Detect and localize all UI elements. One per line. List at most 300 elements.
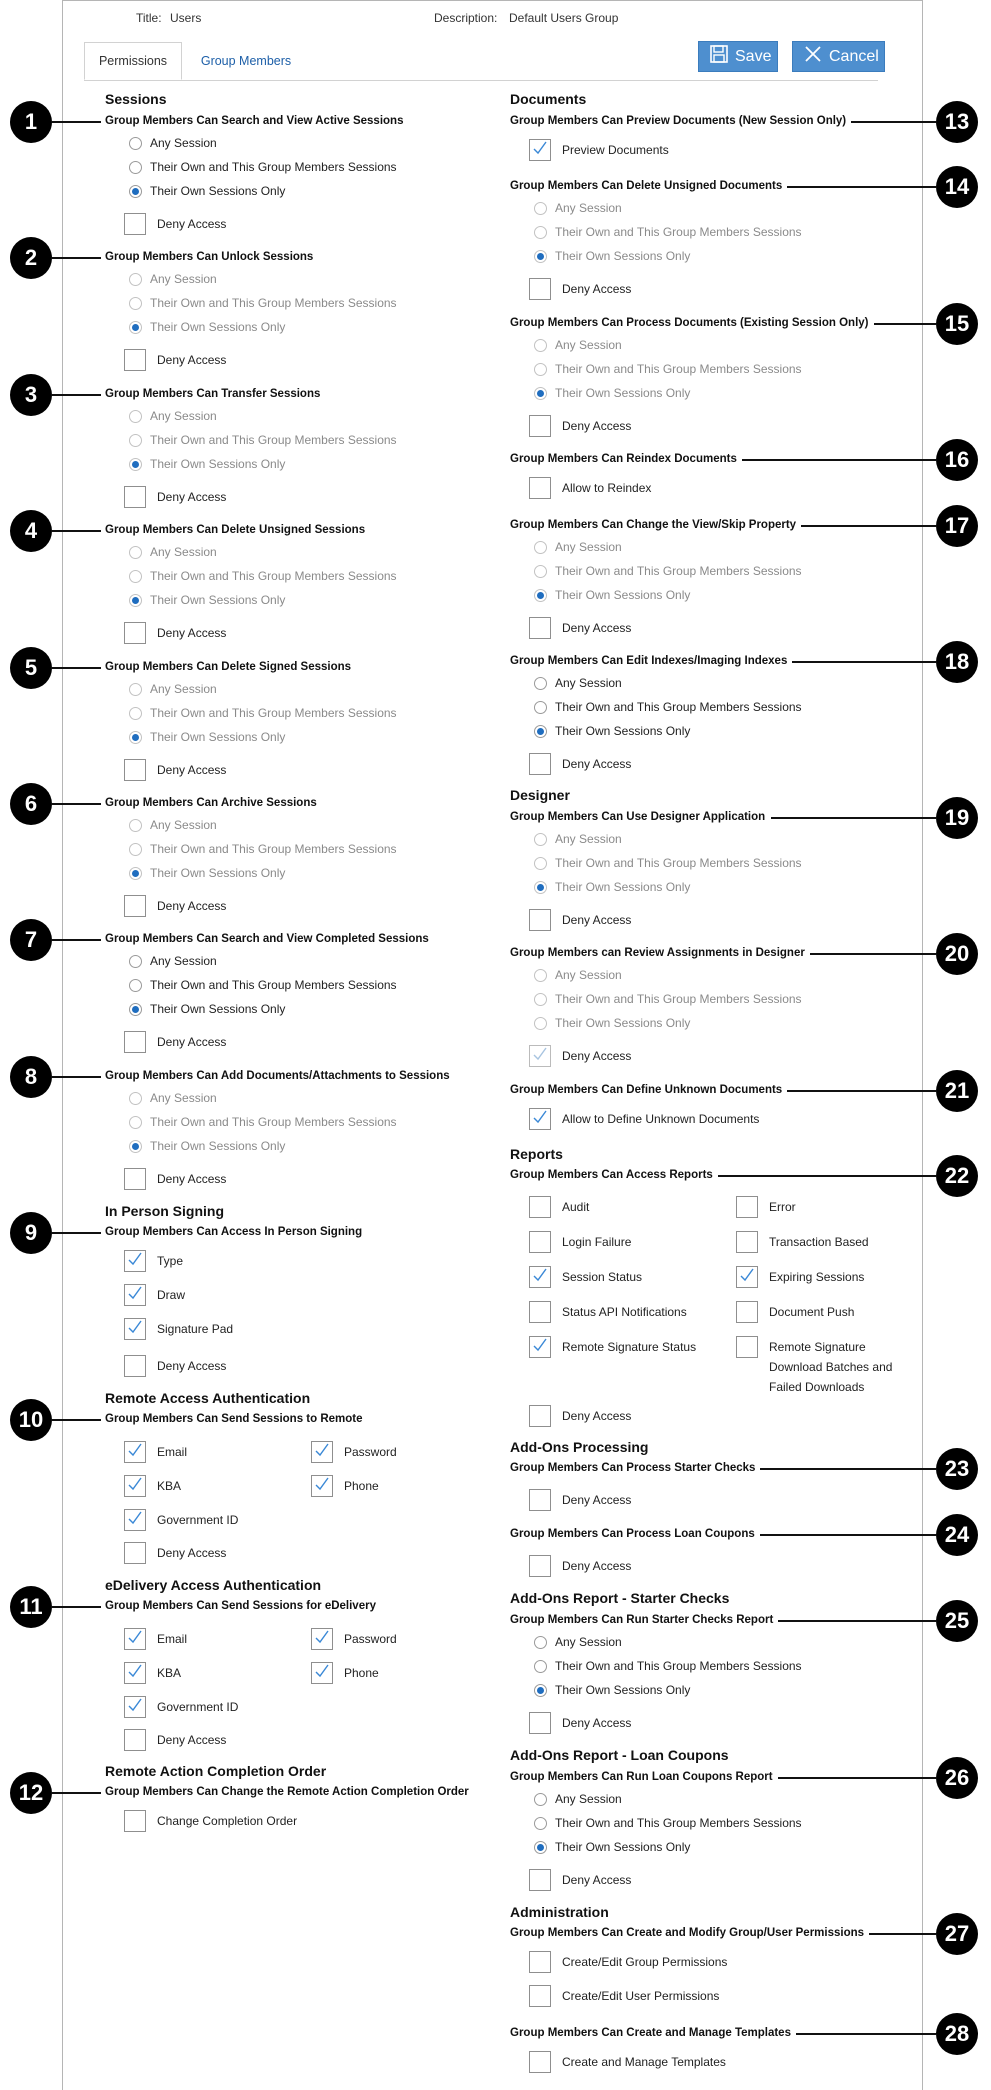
- permission-question: Group Members Can Delete Unsigned Sessions: [105, 524, 366, 536]
- permission-question: Group Members Can Create and Modify Group/User Permissions: [510, 1927, 865, 1939]
- callout-number-badge: 11: [10, 1586, 52, 1628]
- radio-option-label: Their Own Sessions Only: [555, 1840, 691, 1854]
- radio-option-label: Any Session: [150, 682, 217, 696]
- radio-button: [129, 434, 142, 447]
- checkmark-icon: [127, 1251, 143, 1272]
- callout-leader-line: [874, 323, 936, 325]
- callout-number-badge: 2: [10, 237, 52, 279]
- deny-access-checkbox[interactable]: [124, 1031, 146, 1053]
- deny-access-checkbox[interactable]: [529, 1405, 551, 1427]
- radio-option-own[interactable]: [534, 1839, 690, 1855]
- radio-button: [534, 969, 547, 982]
- radio-option-group[interactable]: [534, 1815, 802, 1831]
- deny-access-checkbox-label: Deny Access: [562, 913, 632, 927]
- radio-button: [534, 202, 547, 215]
- callout-leader-line: [742, 459, 936, 461]
- report-checkbox[interactable]: [529, 1266, 551, 1288]
- radio-option-group: [534, 563, 802, 579]
- radio-option-any: [129, 681, 217, 697]
- callout-number-badge: 16: [936, 439, 978, 481]
- permission-question: Group Members Can Delete Signed Sessions: [105, 661, 352, 673]
- section-heading: Documents: [510, 91, 587, 107]
- auth-method-checkbox[interactable]: [311, 1662, 333, 1684]
- option-checkbox[interactable]: [529, 1108, 551, 1130]
- deny-access-checkbox-label: Deny Access: [562, 1049, 632, 1063]
- radio-option-own: [129, 729, 285, 745]
- radio-button[interactable]: [129, 979, 142, 992]
- callout-leader-line: [52, 121, 101, 123]
- permission-question: Group Members Can Change the Remote Action Completion Order: [105, 1786, 469, 1798]
- report-checkbox-label: Status API Notifications: [562, 1305, 687, 1319]
- callout-number-badge: 14: [936, 166, 978, 208]
- checkmark-icon: [739, 1267, 755, 1288]
- checkmark-icon: [127, 1697, 143, 1718]
- radio-button[interactable]: [534, 1793, 547, 1806]
- section-heading: In Person Signing: [105, 1203, 225, 1219]
- deny-access-checkbox-label: Deny Access: [157, 899, 227, 913]
- checkmark-icon: [127, 1442, 143, 1463]
- radio-button[interactable]: [534, 677, 547, 690]
- radio-option-label: Their Own Sessions Only: [555, 588, 691, 602]
- report-checkbox[interactable]: [736, 1196, 758, 1218]
- radio-option-any: [534, 967, 622, 983]
- radio-option-group: [129, 295, 397, 311]
- callout-leader-line: [869, 1933, 936, 1935]
- callout-number-badge: 1: [10, 101, 52, 143]
- callout-leader-line: [787, 186, 936, 188]
- radio-option-label: Any Session: [150, 954, 217, 968]
- deny-access-checkbox[interactable]: [124, 895, 146, 917]
- auth-method-checkbox-label: Password: [344, 1632, 397, 1646]
- auth-method-checkbox[interactable]: [311, 1441, 333, 1463]
- radio-button: [534, 387, 547, 400]
- radio-option-own: [129, 592, 285, 608]
- radio-button[interactable]: [534, 701, 547, 714]
- radio-option-label: Any Session: [150, 1091, 217, 1105]
- deny-access-checkbox[interactable]: [124, 349, 146, 371]
- permission-question: Group Members Can Delete Unsigned Documents: [510, 180, 783, 192]
- radio-button[interactable]: [534, 1660, 547, 1673]
- permission-question: Group Members Can Edit Indexes/Imaging Indexes: [510, 655, 788, 667]
- radio-option-label: Their Own and This Group Members Sessions: [150, 433, 397, 447]
- radio-button: [534, 565, 547, 578]
- callout-leader-line: [760, 1534, 936, 1536]
- radio-option-label: Any Session: [150, 136, 217, 150]
- report-checkbox[interactable]: [736, 1336, 758, 1358]
- report-checkbox-label: Audit: [562, 1200, 590, 1214]
- checkmark-icon: [532, 1109, 548, 1130]
- callout-number-badge: 8: [10, 1056, 52, 1098]
- report-checkbox-label: Transaction Based: [769, 1235, 869, 1249]
- deny-access-checkbox[interactable]: [124, 1542, 146, 1564]
- callout-number-badge: 27: [936, 1913, 978, 1955]
- radio-button: [129, 570, 142, 583]
- deny-access-checkbox[interactable]: [529, 909, 551, 931]
- radio-button: [534, 857, 547, 870]
- permission-question: Group Members can Review Assignments in Designer: [510, 947, 805, 959]
- option-checkbox[interactable]: [124, 1250, 146, 1272]
- radio-option-label: Their Own Sessions Only: [150, 320, 286, 334]
- auth-method-checkbox-label: Password: [344, 1445, 397, 1459]
- radio-option-label: Their Own Sessions Only: [150, 1002, 286, 1016]
- radio-option-label: Any Session: [555, 832, 622, 846]
- radio-button: [534, 363, 547, 376]
- option-checkbox-label: Preview Documents: [562, 143, 669, 157]
- report-checkbox[interactable]: [529, 1336, 551, 1358]
- auth-method-checkbox[interactable]: [124, 1475, 146, 1497]
- option-checkbox-label: Draw: [157, 1288, 186, 1302]
- radio-option-group: [534, 361, 802, 377]
- radio-button: [129, 321, 142, 334]
- radio-option-label: Any Session: [150, 272, 217, 286]
- report-checkbox-label: Remote Signature Download Batches and Failed Downloads: [769, 1340, 893, 1394]
- cancel-button-label: Cancel: [829, 47, 879, 65]
- radio-option-own: [129, 456, 285, 472]
- radio-button: [129, 546, 142, 559]
- radio-option-label: Any Session: [555, 968, 622, 982]
- checkmark-icon: [314, 1442, 330, 1463]
- permission-question: Group Members Can Use Designer Application: [510, 811, 766, 823]
- radio-option-label: Their Own and This Group Members Sessions: [150, 842, 397, 856]
- radio-option-own[interactable]: [534, 723, 690, 739]
- callout-number-badge: 26: [936, 1757, 978, 1799]
- radio-option-label: Their Own Sessions Only: [555, 724, 691, 738]
- title-label: Title:: [136, 11, 162, 25]
- permission-question: Group Members Can Process Loan Coupons: [510, 1528, 755, 1540]
- close-icon: [803, 44, 829, 69]
- radio-option-any: [129, 1090, 217, 1106]
- radio-option-any[interactable]: [534, 1634, 622, 1650]
- permission-question: Group Members Can Define Unknown Documents: [510, 1084, 783, 1096]
- radio-option-label: Any Session: [555, 1792, 622, 1806]
- radio-button: [534, 1017, 547, 1030]
- callout-number-badge: 28: [936, 2013, 978, 2055]
- deny-access-checkbox[interactable]: [124, 486, 146, 508]
- radio-option-group[interactable]: [129, 159, 397, 175]
- radio-option-label: Any Session: [555, 1635, 622, 1649]
- report-checkbox-label: Session Status: [562, 1270, 643, 1284]
- deny-access-checkbox-label: Deny Access: [562, 1409, 632, 1423]
- callout-number-badge: 17: [936, 505, 978, 547]
- auth-method-checkbox-label: Government ID: [157, 1513, 239, 1527]
- radio-option-any: [534, 539, 622, 555]
- deny-access-checkbox[interactable]: [124, 759, 146, 781]
- radio-button: [534, 993, 547, 1006]
- report-checkbox[interactable]: [736, 1231, 758, 1253]
- radio-button: [129, 594, 142, 607]
- radio-button: [534, 589, 547, 602]
- report-checkbox[interactable]: [529, 1301, 551, 1323]
- option-checkbox-label: Allow to Define Unknown Documents: [562, 1112, 760, 1126]
- permission-question: Group Members Can Reindex Documents: [510, 453, 737, 465]
- radio-option-label: Any Session: [555, 676, 622, 690]
- radio-button[interactable]: [129, 161, 142, 174]
- deny-access-checkbox[interactable]: [529, 278, 551, 300]
- radio-button: [129, 819, 142, 832]
- callout-leader-line: [851, 121, 936, 123]
- deny-access-checkbox[interactable]: [529, 1489, 551, 1511]
- callout-leader-line: [778, 1620, 936, 1622]
- deny-access-checkbox-label: Deny Access: [157, 353, 227, 367]
- radio-button[interactable]: [129, 185, 142, 198]
- callout-leader-line: [792, 661, 936, 663]
- callout-leader-line: [52, 530, 101, 532]
- radio-button: [534, 541, 547, 554]
- radio-button[interactable]: [534, 725, 547, 738]
- radio-option-label: Any Session: [150, 409, 217, 423]
- option-checkbox[interactable]: [529, 2051, 551, 2073]
- deny-access-checkbox-label: Deny Access: [562, 1873, 632, 1887]
- auth-method-checkbox[interactable]: [124, 1441, 146, 1463]
- callout-leader-line: [52, 1606, 101, 1608]
- deny-access-checkbox-label: Deny Access: [157, 626, 227, 640]
- callout-number-badge: 7: [10, 919, 52, 961]
- deny-access-checkbox-label: Deny Access: [562, 1716, 632, 1730]
- save-button[interactable]: [698, 41, 778, 72]
- deny-access-checkbox[interactable]: [124, 213, 146, 235]
- radio-button: [129, 707, 142, 720]
- permission-question: Group Members Can Search and View Active Sessions: [105, 115, 404, 127]
- radio-button[interactable]: [534, 1841, 547, 1854]
- callout-number-badge: 10: [10, 1399, 52, 1441]
- permission-question: Group Members Can Transfer Sessions: [105, 388, 321, 400]
- radio-option-own: [129, 319, 285, 335]
- permission-question: Group Members Can Process Documents (Existing Session Only): [510, 317, 869, 329]
- radio-option-own: [129, 1138, 285, 1154]
- auth-method-checkbox[interactable]: [124, 1509, 146, 1531]
- radio-option-label: Any Session: [150, 545, 217, 559]
- auth-method-checkbox-label: Phone: [344, 1666, 379, 1680]
- radio-option-label: Their Own and This Group Members Sessions: [150, 160, 397, 174]
- permission-question: Group Members Can Create and Manage Templates: [510, 2027, 791, 2039]
- deny-access-checkbox-label: Deny Access: [157, 1733, 227, 1747]
- callout-number-badge: 9: [10, 1212, 52, 1254]
- permission-question: Group Members Can Access Reports: [510, 1169, 713, 1181]
- radio-button: [129, 273, 142, 286]
- deny-access-checkbox-label: Deny Access: [562, 621, 632, 635]
- option-checkbox[interactable]: [529, 1985, 551, 2007]
- callout-number-badge: 15: [936, 303, 978, 345]
- deny-access-checkbox-label: Deny Access: [157, 1546, 227, 1560]
- option-checkbox[interactable]: [124, 1284, 146, 1306]
- radio-button: [129, 297, 142, 310]
- callout-number-badge: 18: [936, 641, 978, 683]
- tab-divider: [84, 80, 878, 81]
- radio-option-label: Their Own Sessions Only: [150, 1139, 286, 1153]
- tab-permissions[interactable]: Permissions: [84, 42, 182, 80]
- section-heading: Remote Action Completion Order: [105, 1763, 327, 1779]
- option-checkbox-label: Type: [157, 1254, 184, 1268]
- report-checkbox[interactable]: [736, 1266, 758, 1288]
- radio-option-own[interactable]: [129, 183, 285, 199]
- radio-button[interactable]: [129, 955, 142, 968]
- save-icon: [709, 44, 735, 69]
- callout-leader-line: [801, 525, 936, 527]
- permission-question: Group Members Can Add Documents/Attachments to Sessions: [105, 1070, 450, 1082]
- callout-number-badge: 6: [10, 783, 52, 825]
- radio-option-label: Their Own Sessions Only: [555, 386, 691, 400]
- radio-button: [129, 867, 142, 880]
- radio-option-label: Their Own Sessions Only: [150, 457, 286, 471]
- radio-button[interactable]: [534, 1684, 547, 1697]
- checkmark-icon: [314, 1663, 330, 1684]
- radio-option-label: Their Own Sessions Only: [555, 1683, 691, 1697]
- description-label: Description:: [434, 11, 498, 25]
- radio-button: [129, 843, 142, 856]
- radio-option-group: [534, 991, 802, 1007]
- radio-option-group[interactable]: [534, 1658, 802, 1674]
- radio-button: [129, 683, 142, 696]
- radio-button: [129, 1092, 142, 1105]
- radio-option-group: [534, 855, 802, 871]
- option-checkbox[interactable]: [124, 1810, 146, 1832]
- deny-access-checkbox[interactable]: [529, 1712, 551, 1734]
- section-heading: Designer: [510, 787, 570, 803]
- callout-number-badge: 24: [936, 1514, 978, 1556]
- radio-button[interactable]: [129, 137, 142, 150]
- checkmark-icon: [314, 1476, 330, 1497]
- checkmark-icon: [532, 140, 548, 161]
- radio-option-own: [534, 587, 690, 603]
- permission-question: Group Members Can Send Sessions for eDelivery: [105, 1600, 376, 1612]
- auth-method-checkbox[interactable]: [311, 1628, 333, 1650]
- checkmark-icon: [532, 1267, 548, 1288]
- section-heading: Add-Ons Processing: [510, 1439, 649, 1455]
- deny-access-checkbox[interactable]: [124, 1355, 146, 1377]
- radio-button: [534, 339, 547, 352]
- radio-button: [129, 731, 142, 744]
- radio-button[interactable]: [129, 1003, 142, 1016]
- callout-leader-line: [787, 1090, 936, 1092]
- callout-number-badge: 5: [10, 647, 52, 689]
- deny-access-checkbox-label: Deny Access: [157, 763, 227, 777]
- radio-option-group: [129, 568, 397, 584]
- save-button-label: Save: [735, 47, 772, 65]
- callout-leader-line: [52, 394, 101, 396]
- radio-option-group[interactable]: [534, 699, 802, 715]
- checkmark-icon: [127, 1476, 143, 1497]
- report-checkbox-label: Error: [769, 1200, 796, 1214]
- deny-access-checkbox[interactable]: [124, 1729, 146, 1751]
- option-checkbox-label: Create and Manage Templates: [562, 2055, 726, 2069]
- description-value: Default Users Group: [509, 11, 619, 25]
- callout-leader-line: [778, 1777, 936, 1779]
- permission-question: Group Members Can Unlock Sessions: [105, 251, 314, 263]
- auth-method-checkbox[interactable]: [124, 1696, 146, 1718]
- radio-option-any: [534, 200, 622, 216]
- option-checkbox-label: Signature Pad: [157, 1322, 234, 1336]
- option-checkbox[interactable]: [529, 477, 551, 499]
- callout-leader-line: [52, 257, 101, 259]
- section-heading: Reports: [510, 1146, 563, 1162]
- deny-access-checkbox-label: Deny Access: [562, 1493, 632, 1507]
- radio-option-any[interactable]: [129, 953, 217, 969]
- deny-access-checkbox[interactable]: [529, 1555, 551, 1577]
- callout-leader-line: [52, 1792, 101, 1794]
- radio-option-any[interactable]: [534, 1791, 622, 1807]
- radio-option-label: Their Own and This Group Members Sessions: [150, 706, 397, 720]
- radio-option-own[interactable]: [129, 1001, 285, 1017]
- callout-number-badge: 25: [936, 1600, 978, 1642]
- radio-option-own[interactable]: [534, 1682, 690, 1698]
- deny-access-checkbox[interactable]: [529, 753, 551, 775]
- callout-leader-line: [718, 1175, 936, 1177]
- radio-option-any: [129, 544, 217, 560]
- radio-option-own: [534, 879, 690, 895]
- deny-access-checkbox[interactable]: [529, 617, 551, 639]
- callout-leader-line: [52, 1076, 101, 1078]
- deny-access-checkbox[interactable]: [529, 415, 551, 437]
- checkmark-icon: [532, 1046, 548, 1067]
- option-checkbox-label: Create/Edit Group Permissions: [562, 1955, 728, 1969]
- radio-option-label: Their Own Sessions Only: [555, 1016, 691, 1030]
- deny-access-checkbox[interactable]: [124, 622, 146, 644]
- report-checkbox[interactable]: [529, 1196, 551, 1218]
- radio-option-label: Their Own Sessions Only: [150, 866, 286, 880]
- option-checkbox-label: Create/Edit User Permissions: [562, 1989, 720, 2003]
- radio-button: [129, 410, 142, 423]
- report-checkbox[interactable]: [736, 1301, 758, 1323]
- radio-option-group: [129, 705, 397, 721]
- checkmark-icon: [127, 1663, 143, 1684]
- callout-number-badge: 21: [936, 1070, 978, 1112]
- radio-option-any[interactable]: [534, 675, 622, 691]
- radio-button: [534, 881, 547, 894]
- deny-access-checkbox[interactable]: [124, 1168, 146, 1190]
- callout-number-badge: 22: [936, 1155, 978, 1197]
- deny-access-checkbox-label: Deny Access: [157, 1359, 227, 1373]
- radio-option-group[interactable]: [129, 977, 397, 993]
- callout-number-badge: 4: [10, 510, 52, 552]
- callout-leader-line: [771, 817, 936, 819]
- radio-option-any: [129, 817, 217, 833]
- checkmark-icon: [127, 1319, 143, 1340]
- section-heading: Add-Ons Report - Loan Coupons: [510, 1747, 729, 1763]
- radio-button: [129, 1116, 142, 1129]
- radio-button: [129, 458, 142, 471]
- radio-option-any[interactable]: [129, 135, 217, 151]
- report-checkbox[interactable]: [529, 1231, 551, 1253]
- checkmark-icon: [127, 1285, 143, 1306]
- radio-option-any: [129, 271, 217, 287]
- auth-method-checkbox[interactable]: [124, 1662, 146, 1684]
- auth-method-checkbox[interactable]: [311, 1475, 333, 1497]
- radio-option-label: Their Own and This Group Members Sessions: [555, 1816, 802, 1830]
- radio-option-any: [129, 408, 217, 424]
- option-checkbox[interactable]: [529, 1951, 551, 1973]
- radio-option-label: Their Own and This Group Members Sessions: [555, 564, 802, 578]
- auth-method-checkbox-label: Government ID: [157, 1700, 239, 1714]
- auth-method-checkbox-label: KBA: [157, 1666, 182, 1680]
- report-checkbox-label: Document Push: [769, 1305, 855, 1319]
- option-checkbox[interactable]: [124, 1318, 146, 1340]
- auth-method-checkbox-label: Email: [157, 1632, 188, 1646]
- radio-option-own: [534, 248, 690, 264]
- radio-button[interactable]: [534, 1817, 547, 1830]
- option-checkbox[interactable]: [529, 139, 551, 161]
- cancel-button[interactable]: [792, 41, 885, 72]
- tab-group-members[interactable]: Group Members: [200, 54, 292, 68]
- permission-question: Group Members Can Run Loan Coupons Report: [510, 1771, 773, 1783]
- auth-method-checkbox[interactable]: [124, 1628, 146, 1650]
- section-heading: eDelivery Access Authentication: [105, 1577, 322, 1593]
- deny-access-checkbox[interactable]: [529, 1869, 551, 1891]
- radio-button[interactable]: [534, 1636, 547, 1649]
- report-checkbox-label: Login Failure: [562, 1235, 632, 1249]
- callout-leader-line: [52, 803, 101, 805]
- radio-option-label: Their Own Sessions Only: [150, 730, 286, 744]
- option-checkbox-label: Change Completion Order: [157, 1814, 298, 1828]
